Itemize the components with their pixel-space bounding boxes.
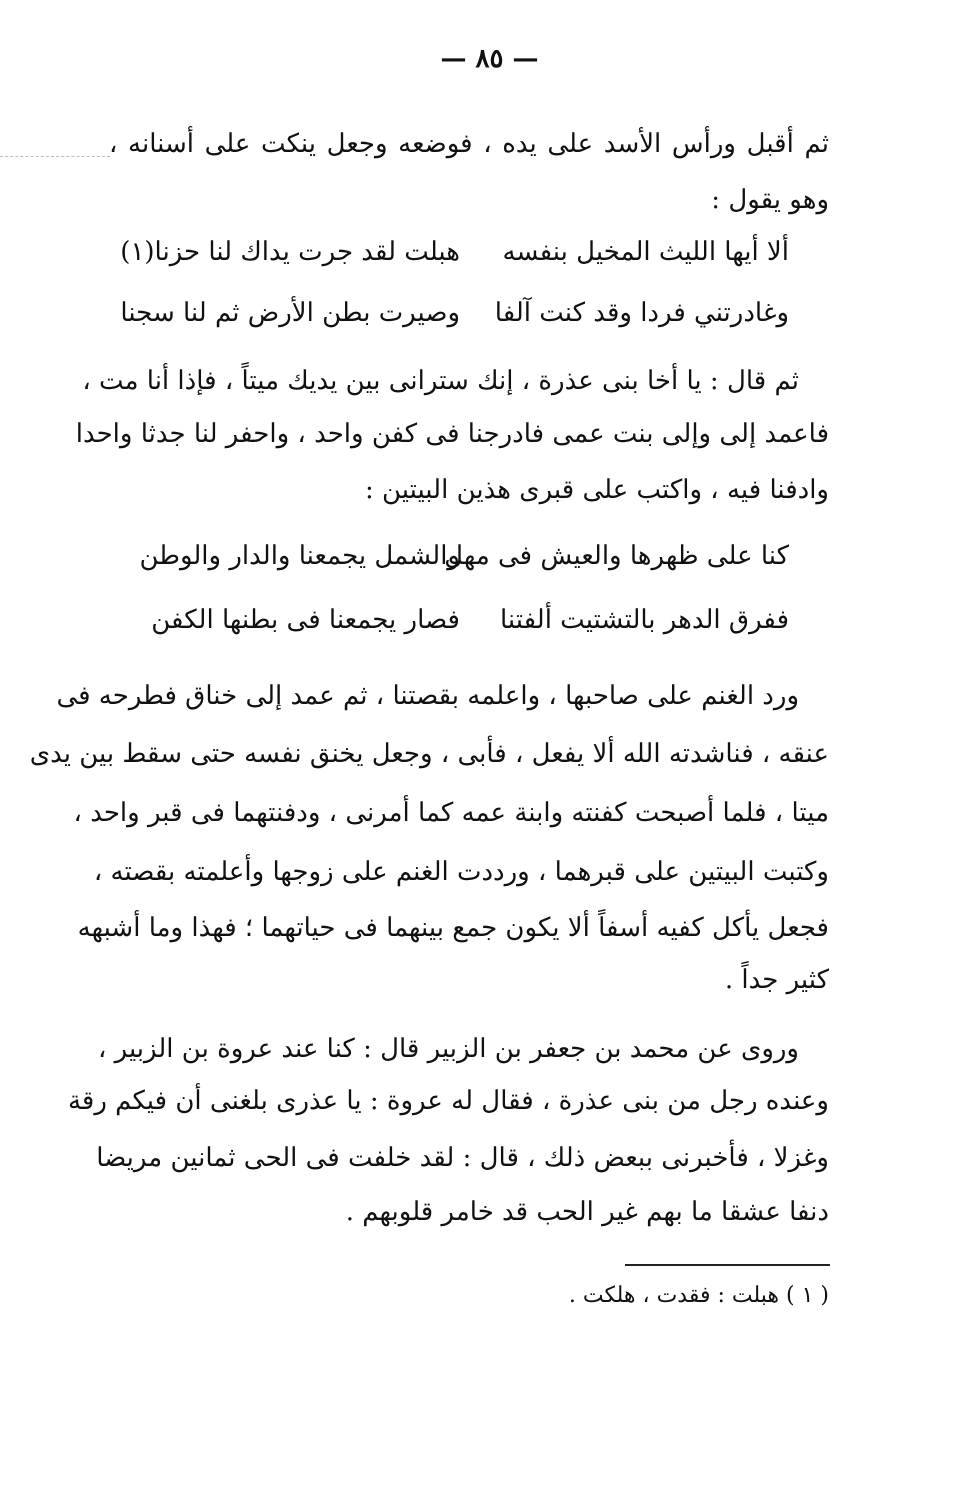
verse-hemistich-left: والشمل يجمعنا والدار والوطن xyxy=(139,541,460,571)
footnote: ( ١ ) هبلت : فقدت ، هلكت . xyxy=(568,1283,829,1308)
verse-hemistich-right: كنا على ظهرها والعيش فى مهل xyxy=(444,541,789,571)
text-line: ثم قال : يا أخا بنى عذرة ، إنك سترانى بين يديك ميتاً ، فإذا أنا مت ، xyxy=(82,366,799,396)
page-number: — ٨٥ — xyxy=(440,44,539,74)
text-line: دنفا عشقا ما بهم غير الحب قد خامر قلوبهم . xyxy=(345,1197,829,1227)
verse-hemistich-left: هبلت لقد جرت يداك لنا حزنا(١) xyxy=(120,237,460,267)
verse-hemistich-right: ألا أيها الليث المخيل بنفسه xyxy=(502,237,789,267)
text-line: وغزلا ، فأخبرنى ببعض ذلك ، قال : لقد خلفت فى الحى ثمانين مريضا xyxy=(96,1143,829,1173)
text-line: ثم أقبل ورأس الأسد على يده ، فوضعه وجعل ينكت على أسنانه ، xyxy=(109,129,829,159)
text-line: كثير جداً . xyxy=(724,965,829,995)
text-line: وادفنا فيه ، واكتب على قبرى هذين البيتين : xyxy=(364,475,829,505)
text-line: فاعمد إلى وإلى بنت عمى فادرجنا فى كفن واحد ، واحفر لنا جدثا واحدا xyxy=(75,419,829,449)
verse-hemistich-right: وغادرتني فردا وقد كنت آلفا xyxy=(494,298,789,328)
text-line: وروى عن محمد بن جعفر بن الزبير قال : كنا عند عروة بن الزبير ، xyxy=(97,1034,799,1064)
text-line: وكتبت البيتين على قبرهما ، ورددت الغنم على زوجها وأعلمته بقصته ، xyxy=(93,857,829,887)
footnote-separator xyxy=(625,1264,830,1266)
text-line: وعنده رجل من بنى عذرة ، فقال له عروة : يا عذرى بلغنى أن فيكم رقة xyxy=(67,1086,829,1116)
text-line: ميتا ، فلما أصبحت كفنته وابنة عمه كما أمرنى ، ودفنتهما فى قبر واحد ، xyxy=(73,798,829,828)
verse-hemistich-right: ففرق الدهر بالتشتيت ألفتنا xyxy=(500,605,789,635)
text-line: وهو يقول : xyxy=(711,185,829,215)
verse-hemistich-left: وصيرت بطن الأرض ثم لنا سجنا xyxy=(120,298,460,328)
text-line: ورد الغنم على صاحبها ، واعلمه بقصتنا ، ثم عمد إلى خناق فطرحه فى xyxy=(56,681,799,711)
text-line: عنقه ، فناشدته الله ألا يفعل ، فأبى ، وجعل يخنق نفسه حتى سقط بين يدى xyxy=(29,739,829,769)
scan-artifact-line xyxy=(0,156,110,157)
verse-hemistich-left: فصار يجمعنا فى بطنها الكفن xyxy=(151,605,460,635)
text-line: فجعل يأكل كفيه أسفاً ألا يكون جمع بينهما فى حياتهما ؛ فهذا وما أشبهه xyxy=(77,913,829,943)
